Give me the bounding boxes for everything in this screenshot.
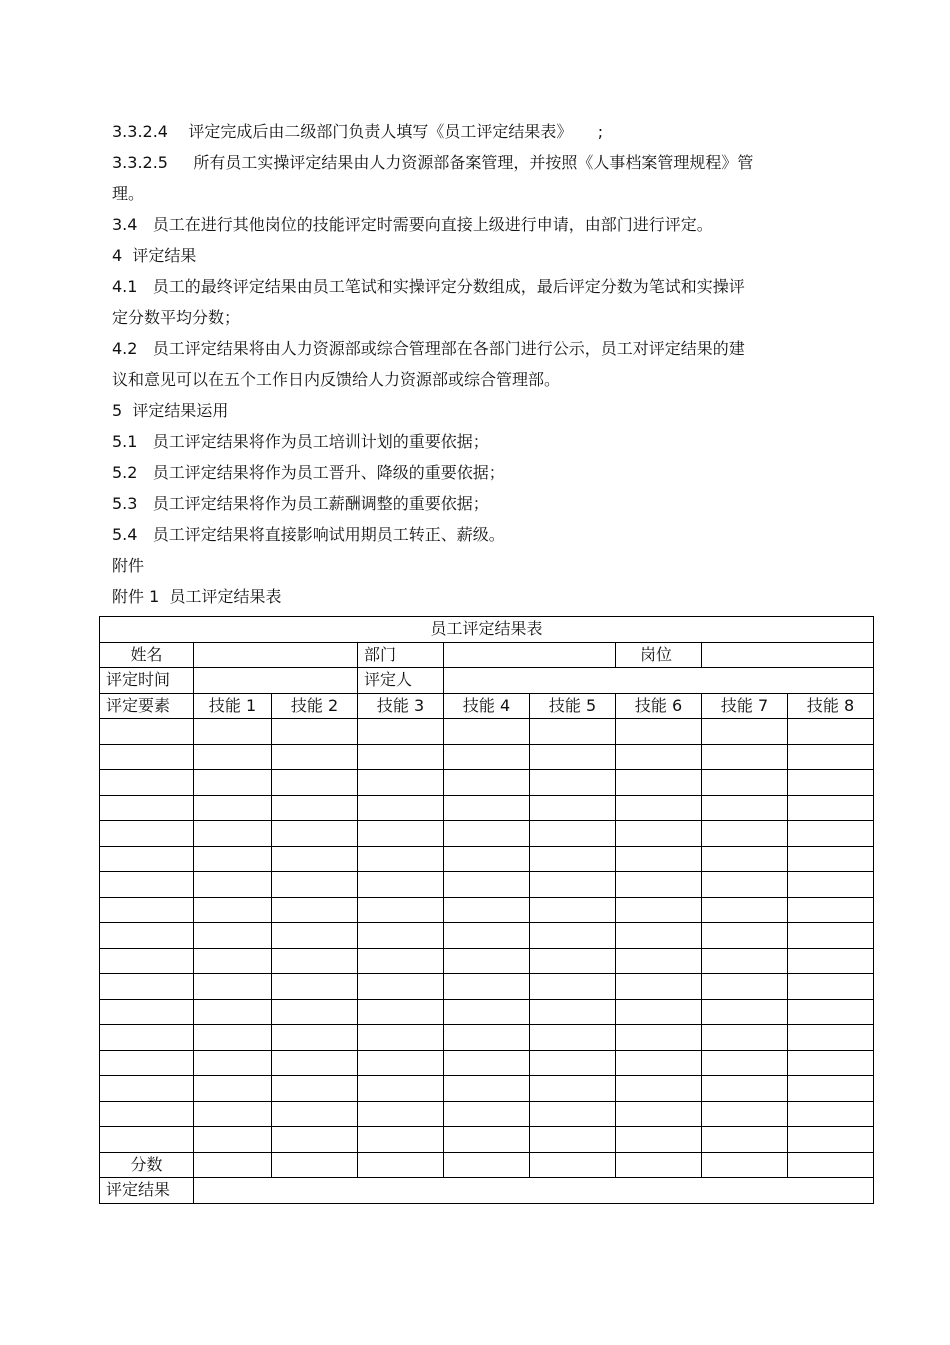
table-cell[interactable] — [358, 1025, 444, 1051]
table-cell[interactable] — [272, 1101, 358, 1127]
table-row — [100, 846, 874, 872]
table-cell[interactable] — [194, 795, 272, 821]
table-cell[interactable] — [530, 846, 616, 872]
table-cell[interactable] — [358, 846, 444, 872]
result-cell[interactable] — [194, 1178, 874, 1204]
table-cell[interactable] — [530, 872, 616, 898]
table-cell[interactable] — [272, 1025, 358, 1051]
table-cell[interactable] — [530, 1076, 616, 1102]
table-cell[interactable] — [702, 1127, 788, 1153]
table-row — [100, 872, 874, 898]
table-cell[interactable] — [100, 897, 194, 923]
table-cell[interactable] — [358, 1101, 444, 1127]
table-cell[interactable] — [616, 744, 702, 770]
result-label: 评定结果 — [100, 1178, 194, 1204]
table-row — [100, 821, 874, 847]
table-cell[interactable] — [194, 744, 272, 770]
score-cell[interactable] — [616, 1152, 702, 1178]
table-cell[interactable] — [358, 821, 444, 847]
table-cell[interactable] — [358, 872, 444, 898]
table-cell[interactable] — [702, 1050, 788, 1076]
score-cell[interactable] — [530, 1152, 616, 1178]
table-cell[interactable] — [272, 872, 358, 898]
table-cell[interactable] — [530, 770, 616, 796]
table-cell[interactable] — [530, 1050, 616, 1076]
table-cell[interactable] — [272, 821, 358, 847]
document-body — [112, 116, 832, 612]
table-row — [100, 1127, 874, 1153]
result-row — [100, 1178, 874, 1204]
table-cell[interactable] — [100, 719, 194, 745]
table-cell[interactable] — [272, 770, 358, 796]
score-cell[interactable] — [444, 1152, 530, 1178]
table-row — [100, 923, 874, 949]
table-cell[interactable] — [444, 744, 530, 770]
table-cell[interactable] — [272, 1127, 358, 1153]
paragraph-line: 4.1 员工的最终评定结果由员工笔试和实操评定分数组成，最后评定分数为笔试和实操评 — [112, 277, 745, 296]
name-cell[interactable] — [194, 642, 358, 668]
table-row — [100, 1076, 874, 1102]
table-cell[interactable] — [194, 948, 272, 974]
table-cell[interactable] — [272, 846, 358, 872]
table-cell[interactable] — [530, 923, 616, 949]
paragraph-line: 附件 1 员工评定结果表 — [112, 587, 282, 606]
table-cell[interactable] — [444, 948, 530, 974]
table-cell[interactable] — [616, 897, 702, 923]
table-cell[interactable] — [788, 744, 874, 770]
table-cell[interactable] — [702, 719, 788, 745]
table-row — [100, 770, 874, 796]
table-cell[interactable] — [702, 1025, 788, 1051]
table-cell[interactable] — [358, 897, 444, 923]
paragraph-line: 定分数平均分数； — [112, 308, 241, 327]
table-cell[interactable] — [100, 821, 194, 847]
score-cell[interactable] — [702, 1152, 788, 1178]
table-cell[interactable] — [616, 948, 702, 974]
table-cell[interactable] — [194, 974, 272, 1000]
table-cell[interactable] — [530, 948, 616, 974]
paragraph-line: 5.3 员工评定结果将作为员工薪酬调整的重要依据； — [112, 494, 489, 513]
table-cell[interactable] — [616, 974, 702, 1000]
paragraph-line: 附件 — [112, 556, 145, 575]
table-cell[interactable] — [358, 923, 444, 949]
table-cell[interactable] — [100, 999, 194, 1025]
table-cell[interactable] — [100, 846, 194, 872]
table-cell[interactable] — [194, 999, 272, 1025]
table-cell[interactable] — [100, 974, 194, 1000]
table-cell[interactable] — [788, 1076, 874, 1102]
eval-time-label: 评定时间 — [100, 668, 194, 694]
table-cell[interactable] — [788, 770, 874, 796]
table-cell[interactable] — [702, 770, 788, 796]
table-cell[interactable] — [616, 1076, 702, 1102]
table-cell[interactable] — [358, 1050, 444, 1076]
table-cell[interactable] — [272, 1076, 358, 1102]
skill-header: 技能 2 — [272, 693, 358, 719]
paragraph-line: 3.3.2.4 评定完成后由二级部门负责人填写《员工评定结果表》 ; — [112, 122, 604, 141]
table-cell[interactable] — [444, 821, 530, 847]
eval-time-cell[interactable] — [194, 668, 358, 694]
table-cell[interactable] — [788, 923, 874, 949]
table-cell[interactable] — [616, 821, 702, 847]
table-cell[interactable] — [616, 795, 702, 821]
table-cell[interactable] — [358, 1076, 444, 1102]
score-cell[interactable] — [788, 1152, 874, 1178]
table-row — [100, 948, 874, 974]
table-cell[interactable] — [702, 897, 788, 923]
table-cell[interactable] — [194, 1050, 272, 1076]
table-cell[interactable] — [444, 1025, 530, 1051]
table-cell[interactable] — [788, 1050, 874, 1076]
paragraph-line: 议和意见可以在五个工作日内反馈给人力资源部或综合管理部。 — [112, 370, 561, 389]
table-cell[interactable] — [272, 923, 358, 949]
table-row — [100, 1101, 874, 1127]
table-cell[interactable] — [194, 1076, 272, 1102]
table-cell[interactable] — [444, 770, 530, 796]
table-cell[interactable] — [272, 974, 358, 1000]
table-cell[interactable] — [788, 897, 874, 923]
table-row — [100, 897, 874, 923]
table-cell[interactable] — [702, 948, 788, 974]
table-row — [100, 744, 874, 770]
table-cell[interactable] — [530, 744, 616, 770]
skill-header: 技能 5 — [530, 693, 616, 719]
table-cell[interactable] — [100, 1050, 194, 1076]
table-row — [100, 974, 874, 1000]
paragraph-line: 理。 — [112, 184, 145, 203]
table-cell[interactable] — [194, 897, 272, 923]
table-cell[interactable] — [444, 795, 530, 821]
table-cell[interactable] — [702, 974, 788, 1000]
table-cell[interactable] — [702, 821, 788, 847]
table-cell[interactable] — [702, 846, 788, 872]
table-cell[interactable] — [530, 795, 616, 821]
table-cell[interactable] — [100, 770, 194, 796]
table-cell[interactable] — [272, 1050, 358, 1076]
table-cell[interactable] — [788, 1025, 874, 1051]
skill-header: 技能 1 — [194, 693, 272, 719]
table-cell[interactable] — [530, 897, 616, 923]
table-cell[interactable] — [444, 974, 530, 1000]
table-cell[interactable] — [358, 719, 444, 745]
table-cell[interactable] — [194, 1101, 272, 1127]
table-cell[interactable] — [702, 795, 788, 821]
table-row — [100, 999, 874, 1025]
paragraph-line: 5 评定结果运用 — [112, 401, 229, 420]
skill-header: 技能 6 — [616, 693, 702, 719]
table-cell[interactable] — [444, 719, 530, 745]
table-cell[interactable] — [272, 719, 358, 745]
table-cell[interactable] — [100, 872, 194, 898]
table-cell[interactable] — [788, 1101, 874, 1127]
table-cell[interactable] — [194, 923, 272, 949]
table-cell[interactable] — [444, 872, 530, 898]
score-row — [100, 1152, 874, 1178]
post-label: 岗位 — [616, 642, 702, 668]
table-cell[interactable] — [194, 770, 272, 796]
table-cell[interactable] — [530, 974, 616, 1000]
table-cell[interactable] — [100, 795, 194, 821]
table-cell[interactable] — [616, 719, 702, 745]
table-cell[interactable] — [444, 1050, 530, 1076]
table-cell[interactable] — [616, 1127, 702, 1153]
table-row — [100, 1050, 874, 1076]
table-cell[interactable] — [444, 999, 530, 1025]
table-cell[interactable] — [358, 948, 444, 974]
table-cell[interactable] — [702, 999, 788, 1025]
table-cell[interactable] — [358, 770, 444, 796]
name-label: 姓名 — [100, 642, 194, 668]
paragraph-line: 3.4 员工在进行其他岗位的技能评定时需要向直接上级进行申请，由部门进行评定。 — [112, 215, 713, 234]
table-cell[interactable] — [100, 948, 194, 974]
table-cell[interactable] — [358, 974, 444, 1000]
table-cell[interactable] — [358, 744, 444, 770]
table-row — [100, 795, 874, 821]
table-cell[interactable] — [788, 821, 874, 847]
paragraph-line: 3.3.2.5 所有员工实操评定结果由人力资源部备案管理，并按照《人事档案管理规程》管 — [112, 153, 754, 172]
table-cell[interactable] — [702, 1101, 788, 1127]
table-cell[interactable] — [702, 872, 788, 898]
table-cell[interactable] — [194, 1025, 272, 1051]
table-cell[interactable] — [358, 795, 444, 821]
table-cell[interactable] — [100, 1025, 194, 1051]
table-cell[interactable] — [616, 1025, 702, 1051]
paragraph-line: 5.1 员工评定结果将作为员工培训计划的重要依据； — [112, 432, 489, 451]
table-cell[interactable] — [530, 719, 616, 745]
table-cell[interactable] — [616, 770, 702, 796]
table-cell[interactable] — [272, 795, 358, 821]
evaluator-cell[interactable] — [444, 668, 874, 694]
table-cell[interactable] — [788, 846, 874, 872]
table-cell[interactable] — [272, 999, 358, 1025]
table-cell[interactable] — [358, 1127, 444, 1153]
table-cell[interactable] — [616, 923, 702, 949]
table-cell[interactable] — [444, 897, 530, 923]
table-cell[interactable] — [100, 1127, 194, 1153]
table-cell[interactable] — [616, 999, 702, 1025]
table-cell[interactable] — [530, 821, 616, 847]
table-row — [100, 1025, 874, 1051]
table-cell[interactable] — [272, 948, 358, 974]
table-cell[interactable] — [100, 744, 194, 770]
table-cell[interactable] — [702, 923, 788, 949]
paragraph-line: 5.4 员工评定结果将直接影响试用期员工转正、薪级。 — [112, 525, 505, 544]
table-cell[interactable] — [788, 999, 874, 1025]
table-cell[interactable] — [788, 872, 874, 898]
evaluator-label: 评定人 — [358, 668, 444, 694]
table-row — [100, 719, 874, 745]
table-cell[interactable] — [444, 1101, 530, 1127]
score-cell[interactable] — [194, 1152, 272, 1178]
table-cell[interactable] — [444, 1076, 530, 1102]
paragraph-line: 4 评定结果 — [112, 246, 197, 265]
table-cell[interactable] — [788, 719, 874, 745]
table-cell[interactable] — [616, 1101, 702, 1127]
table-cell[interactable] — [100, 1101, 194, 1127]
table-cell[interactable] — [100, 923, 194, 949]
paragraph-line: 4.2 员工评定结果将由人力资源部或综合管理部在各部门进行公示，员工对评定结果的建 — [112, 339, 745, 358]
table-cell[interactable] — [194, 1127, 272, 1153]
table-cell[interactable] — [788, 948, 874, 974]
table-cell[interactable] — [194, 821, 272, 847]
table-cell[interactable] — [444, 1127, 530, 1153]
post-cell[interactable] — [702, 642, 874, 668]
table-cell[interactable] — [530, 999, 616, 1025]
table-cell[interactable] — [358, 999, 444, 1025]
table-cell[interactable] — [194, 846, 272, 872]
dept-label: 部门 — [358, 642, 444, 668]
dept-cell[interactable] — [444, 642, 616, 668]
score-label: 分数 — [100, 1152, 194, 1178]
table-cell[interactable] — [788, 974, 874, 1000]
table-title: 员工评定结果表 — [100, 617, 874, 643]
table-cell[interactable] — [530, 1025, 616, 1051]
table-cell[interactable] — [530, 1127, 616, 1153]
table-cell[interactable] — [788, 795, 874, 821]
table-cell[interactable] — [616, 872, 702, 898]
table-cell[interactable] — [272, 897, 358, 923]
table-cell[interactable] — [444, 923, 530, 949]
skill-header: 技能 7 — [702, 693, 788, 719]
table-cell[interactable] — [194, 719, 272, 745]
paragraph-line: 5.2 员工评定结果将作为员工晋升、降级的重要依据； — [112, 463, 505, 482]
skill-header: 技能 3 — [358, 693, 444, 719]
table-cell[interactable] — [616, 1050, 702, 1076]
table-cell[interactable] — [616, 846, 702, 872]
skill-header: 技能 8 — [788, 693, 874, 719]
skill-header: 技能 4 — [444, 693, 530, 719]
table-cell[interactable] — [444, 846, 530, 872]
table-cell[interactable] — [100, 1076, 194, 1102]
evaluation-result-table — [99, 616, 874, 1204]
table-cell[interactable] — [702, 1076, 788, 1102]
table-cell[interactable] — [702, 744, 788, 770]
score-cell[interactable] — [358, 1152, 444, 1178]
table-cell[interactable] — [194, 872, 272, 898]
score-cell[interactable] — [272, 1152, 358, 1178]
table-cell[interactable] — [530, 1101, 616, 1127]
elements-label: 评定要素 — [100, 693, 194, 719]
table-cell[interactable] — [272, 744, 358, 770]
table-cell[interactable] — [788, 1127, 874, 1153]
